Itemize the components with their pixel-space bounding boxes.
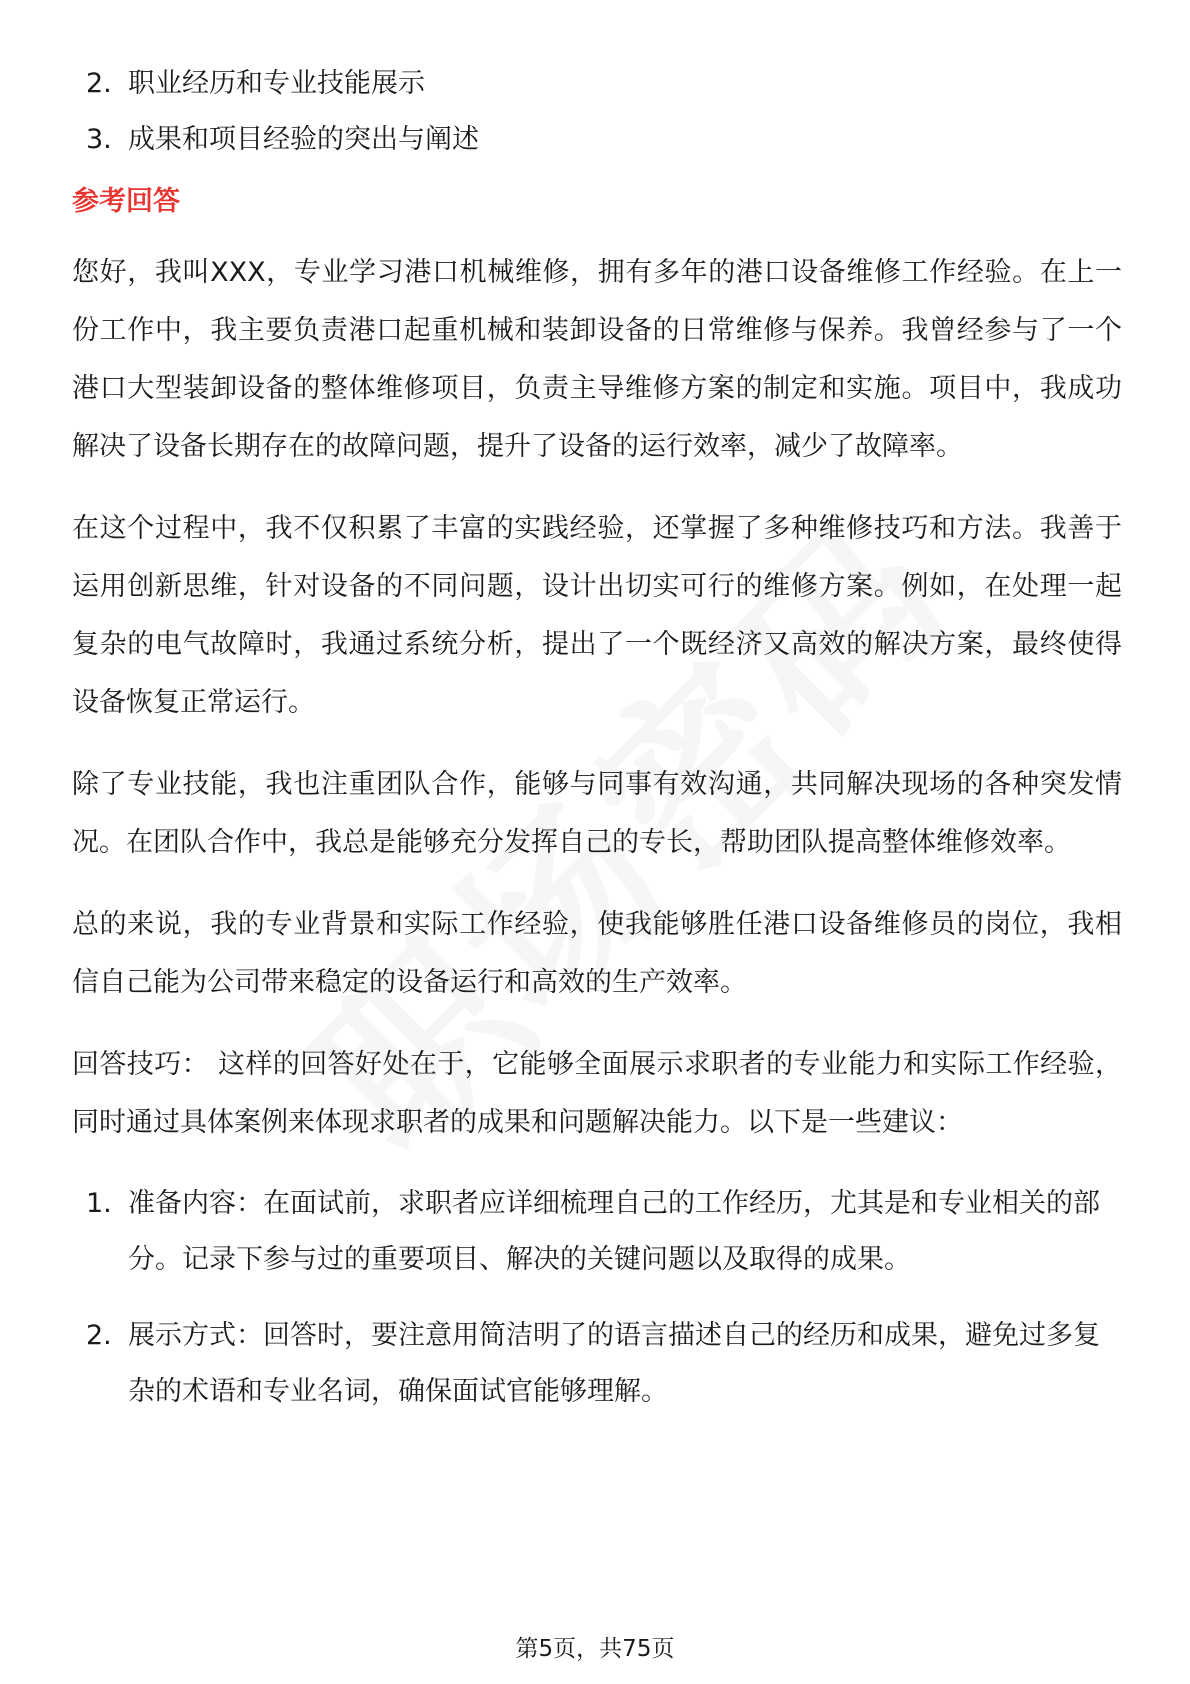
list-item: [72, 1308, 1122, 1420]
page-content: [72, 56, 1122, 1440]
tips-intro-paragraph: 回答技巧： 这样的回答好处在于，它能够全面展示求职者的专业能力和实际工作经验，同时通过具体案例来体现求职者的成果和问题解决能力。以下是一些建议：: [72, 1049, 1122, 1138]
page-number-footer: 第5页，共75页: [515, 1636, 675, 1662]
list-text: 准备内容：在面试前，求职者应详细梳理自己的工作经历，尤其是和专业相关的部分。记录下参与过的重要项目、解决的关键问题以及取得的成果。: [128, 1188, 1100, 1275]
list-number: 3.: [86, 124, 112, 155]
tips-list: [72, 1176, 1122, 1420]
list-item: [72, 56, 1122, 112]
answer-paragraph: 在这个过程中，我不仅积累了丰富的实践经验，还掌握了多种维修技巧和方法。我善于运用创新思维，针对设备的不同问题，设计出切实可行的维修方案。例如，在处理一起复杂的电气故障时，我通过系统分析，提出了一个既经济又高效的解决方案，最终使得设备恢复正常运行。: [72, 513, 1122, 718]
list-number: 2.: [86, 1320, 112, 1351]
answer-paragraph: 总的来说，我的专业背景和实际工作经验，使我能够胜任港口设备维修员的岗位，我相信自己能为公司带来稳定的设备运行和高效的生产效率。: [72, 909, 1122, 998]
list-number: 2.: [86, 68, 112, 99]
list-text: 职业经历和专业技能展示: [128, 68, 425, 99]
list-number: 1.: [86, 1188, 112, 1219]
answer-heading: 参考回答: [72, 186, 180, 217]
answer-paragraph: 除了专业技能，我也注重团队合作，能够与同事有效沟通，共同解决现场的各种突发情况。在团队合作中，我总是能够充分发挥自己的专长，帮助团队提高整体维修效率。: [72, 769, 1122, 858]
answer-paragraph: 您好，我叫XXX，专业学习港口机械维修，拥有多年的港口设备维修工作经验。在上一份工作中，我主要负责港口起重机械和装卸设备的日常维修与保养。我曾经参与了一个港口大型装卸设备的整体维修项目，负责主导维修方案的制定和实施。项目中，我成功解决了设备长期存在的故障问题，提升了设备的运行效率，减少了故障率。: [72, 257, 1122, 462]
list-text: 展示方式：回答时，要注意用简洁明了的语言描述自己的经历和成果，避免过多复杂的术语和专业名词，确保面试官能够理解。: [128, 1320, 1100, 1407]
list-item: [72, 112, 1122, 168]
intro-list: [72, 56, 1122, 168]
list-item: [72, 1176, 1122, 1288]
list-text: 成果和项目经验的突出与阐述: [128, 124, 479, 155]
